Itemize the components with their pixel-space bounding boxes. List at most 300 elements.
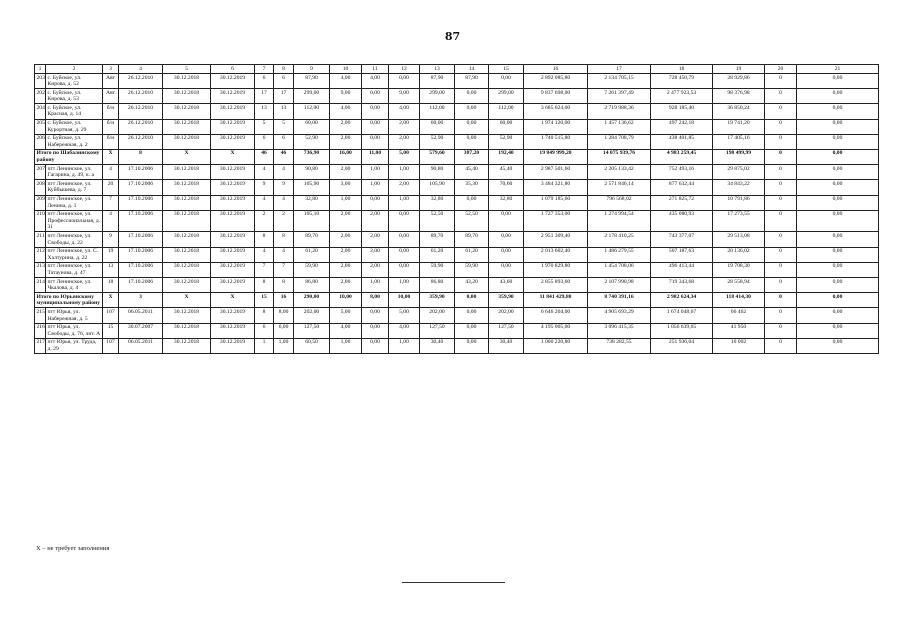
table-cell: 19 708,30 [713, 262, 765, 277]
signature-line [402, 582, 505, 583]
table-cell: 0 [765, 278, 797, 293]
table-cell: 1,00 [362, 165, 389, 180]
table-cell: 8 [274, 278, 294, 293]
table-cell: 0,00 [389, 210, 420, 232]
table-cell: 30.12.2019 [211, 74, 255, 89]
table-cell: 11,00 [362, 149, 389, 164]
table-cell: 1 740 515,80 [524, 134, 588, 149]
table-cell: 30.12.2018 [163, 210, 211, 232]
table-cell: 4,00 [330, 104, 362, 119]
table-cell: 30.12.2019 [211, 323, 255, 338]
table-cell: 87,90 [455, 74, 489, 89]
table-cell: 2 982 624,34 [651, 293, 713, 308]
table-cell: 1 284 708,79 [588, 134, 651, 149]
table-cell: 7 [274, 262, 294, 277]
table-cell: 2 205 133,42 [588, 165, 651, 180]
table-cell: 89,70 [455, 232, 489, 247]
table-cell: 728 450,79 [651, 74, 713, 89]
table-cell: 89,70 [294, 232, 330, 247]
table-cell: 4,00 [362, 74, 389, 89]
table-cell: 202 [35, 89, 46, 104]
table-cell: 738 282,55 [588, 338, 651, 353]
table-cell: 4 195 005,00 [524, 323, 588, 338]
total-row [35, 149, 879, 164]
table-cell: 9 [255, 180, 274, 195]
table-cell: 207 [35, 165, 46, 180]
table-cell: 1,00 [362, 278, 389, 293]
table-cell: 299,00 [489, 89, 524, 104]
table-row [35, 278, 879, 293]
table-cell: 30.12.2018 [163, 89, 211, 104]
table-cell: 0 [765, 210, 797, 232]
table-cell: 0,00 [797, 195, 879, 210]
table-cell: 0,00 [489, 247, 524, 262]
table-cell: 59,90 [455, 262, 489, 277]
column-header: 1 [35, 65, 46, 74]
table-cell: 105,90 [420, 180, 455, 195]
table-cell: 107 [103, 308, 119, 323]
table-cell: 30.12.2018 [163, 338, 211, 353]
table-cell: 8 [119, 149, 163, 164]
table-cell: пгт Ленинское, ул. Профессиональная, д. 31 [46, 210, 103, 232]
table-cell: 202,00 [489, 308, 524, 323]
column-header: 10 [330, 65, 362, 74]
table-cell: 1,00 [389, 195, 420, 210]
table-cell: 9 837 698,00 [524, 89, 588, 104]
table-cell: 30.12.2018 [163, 247, 211, 262]
table-cell: 0,00 [389, 262, 420, 277]
table-cell: 2,00 [389, 134, 420, 149]
table-cell: 497 242,18 [651, 119, 713, 134]
table-cell: 192,40 [489, 149, 524, 164]
table-cell: 30.12.2018 [163, 278, 211, 293]
table-cell: пгт Ленинское, ул. Свободы, д. 22 [46, 232, 103, 247]
table-cell: 299,00 [420, 89, 455, 104]
column-header: 6 [211, 65, 255, 74]
table-cell: 438 401,85 [651, 134, 713, 149]
table-cell: 0,00 [455, 104, 489, 119]
table-cell: с. Буйское, ул. Курортная, д. 29 [46, 119, 103, 134]
table-cell: 1 000 220,80 [524, 338, 588, 353]
table-cell: 0,00 [797, 89, 879, 104]
table-cell: 0,00 [797, 165, 879, 180]
table-cell: 19 849 999,20 [524, 149, 588, 164]
table-cell: 26.12.2010 [119, 89, 163, 104]
table-cell: 30,40 [420, 338, 455, 353]
table-cell: 4 905 693,29 [588, 308, 651, 323]
table-cell: 496 413,44 [651, 262, 713, 277]
table-cell: 16 [274, 293, 294, 308]
table-cell: 212 [35, 247, 46, 262]
table-cell: 98 376,98 [713, 89, 765, 104]
table-cell: 1 974 120,00 [524, 119, 588, 134]
table-cell: 41 950 [713, 323, 765, 338]
table-cell: 26.12.2010 [119, 104, 163, 119]
table-cell: 0,00 [797, 119, 879, 134]
table-cell: 0 [765, 149, 797, 164]
table-cell: 1,00 [330, 195, 362, 210]
table-cell: 30.12.2018 [163, 232, 211, 247]
table-cell: 90,80 [294, 165, 330, 180]
table-cell: 30.12.2018 [163, 308, 211, 323]
table-cell: 29 875,02 [713, 165, 765, 180]
table-cell: 17.10.2006 [119, 195, 163, 210]
table-cell: 4 [103, 165, 119, 180]
table-cell: 17 [255, 89, 274, 104]
table-cell: 796 568,02 [588, 195, 651, 210]
table-cell: 4 [274, 165, 294, 180]
table-cell: 112,00 [294, 104, 330, 119]
table-cell: 359,90 [489, 293, 524, 308]
table-cell: 4 [103, 210, 119, 232]
table-cell: 3 [119, 293, 163, 308]
table-cell: 0,00 [489, 232, 524, 247]
table-cell: 0 [765, 338, 797, 353]
table-cell: 0,00 [797, 293, 879, 308]
table-cell: 0,00 [455, 134, 489, 149]
table-cell: 61,20 [294, 247, 330, 262]
table-cell: 112,00 [420, 104, 455, 119]
table-cell: 19 [103, 247, 119, 262]
table-cell: 9 [103, 232, 119, 247]
table-cell: 30.12.2019 [211, 232, 255, 247]
table-cell: 0 [765, 262, 797, 277]
column-header: 7 [255, 65, 274, 74]
table-cell: 5,00 [330, 308, 362, 323]
table-cell: 4,00 [389, 104, 420, 119]
table-cell: 1,00 [274, 338, 294, 353]
table-cell: 30.12.2018 [163, 165, 211, 180]
table-cell: 1 079 185,60 [524, 195, 588, 210]
table-cell: 8 [255, 308, 274, 323]
table-cell: с. Буйское, ул. Кирова, д. 52 [46, 74, 103, 89]
table-cell: 17.10.2006 [119, 180, 163, 195]
table-cell: 70,60 [489, 180, 524, 195]
table-cell: б/н [103, 104, 119, 119]
table-cell: 17.10.2006 [119, 247, 163, 262]
table-cell: 17 [274, 89, 294, 104]
table-cell: 30.12.2018 [163, 323, 211, 338]
table-cell: 202,00 [294, 308, 330, 323]
table-cell: 30.07.2007 [119, 323, 163, 338]
table-cell: 1,00 [330, 338, 362, 353]
table-cell: 0 [765, 119, 797, 134]
table-cell: 203 [35, 74, 46, 89]
table-cell: 105,10 [294, 210, 330, 232]
table-cell: 17.10.2006 [119, 210, 163, 232]
table-cell: 2,00 [330, 165, 362, 180]
table-cell: 202,00 [420, 308, 455, 323]
table-cell: 4,00 [330, 74, 362, 89]
table-cell: 4 [255, 165, 274, 180]
table-cell: 2,00 [330, 134, 362, 149]
table-cell: 5,00 [389, 149, 420, 164]
table-cell: 30.12.2019 [211, 104, 255, 119]
table-cell: 34 843,22 [713, 180, 765, 195]
table-cell: X [103, 293, 119, 308]
table-cell: 15 [255, 293, 274, 308]
table-cell: 4,00 [330, 323, 362, 338]
table-cell: 5 [274, 119, 294, 134]
table-cell: 205 [35, 119, 46, 134]
table-cell: 35,30 [455, 180, 489, 195]
table-cell: 0,00 [797, 262, 879, 277]
page-number: 87 [444, 30, 461, 43]
table-cell: 6 [274, 134, 294, 149]
table-cell: Авт [103, 74, 119, 89]
table-cell: 0,00 [455, 323, 489, 338]
table-cell: 26.12.2010 [119, 74, 163, 89]
table-cell: 86,80 [420, 278, 455, 293]
table-cell: 1 [255, 338, 274, 353]
table-cell: 9,00 [389, 89, 420, 104]
table-cell: 3 484 321,80 [524, 180, 588, 195]
table-cell: 43,60 [489, 278, 524, 293]
table-cell: 0 [765, 293, 797, 308]
table-cell: 2 013 602,40 [524, 247, 588, 262]
table-cell: 0 [765, 74, 797, 89]
table-cell: 0,00 [797, 278, 879, 293]
table-cell: 18 [103, 278, 119, 293]
table-cell: 8 [274, 232, 294, 247]
table-cell: 127,50 [294, 323, 330, 338]
table-cell: 2,00 [362, 262, 389, 277]
table-cell: 86,80 [294, 278, 330, 293]
table-row [35, 323, 879, 338]
table-cell: 299,00 [294, 89, 330, 104]
table-cell: 290,00 [294, 293, 330, 308]
table-cell: Авт [103, 89, 119, 104]
table-cell: 2 [274, 210, 294, 232]
table-cell: 2,00 [330, 247, 362, 262]
table-cell: 2,00 [389, 180, 420, 195]
table-cell: 30.12.2018 [163, 74, 211, 89]
table-cell: 2 719 988,36 [588, 104, 651, 119]
table-cell: 2 107 990,98 [588, 278, 651, 293]
table-cell: 52,50 [420, 210, 455, 232]
table-cell: 17.10.2006 [119, 262, 163, 277]
table-cell: 30.12.2018 [163, 104, 211, 119]
table-cell: 579,60 [420, 149, 455, 164]
table-cell: 8 740 391,16 [588, 293, 651, 308]
table-cell: пгт Ленинское, ул. Гагарина, д. 49, к. а [46, 165, 103, 180]
table-cell: 26.12.2010 [119, 134, 163, 149]
table-cell: пгт Ленинское, ул. С. Халтурина, д. 22 [46, 247, 103, 262]
table-cell: 215 [35, 308, 46, 323]
table-cell: 52,90 [420, 134, 455, 149]
table-cell: 4 [274, 247, 294, 262]
table-cell: 0,00 [797, 104, 879, 119]
table-cell: 89,70 [420, 232, 455, 247]
table-cell: 2 855 893,60 [524, 278, 588, 293]
table-cell: 20 [103, 180, 119, 195]
table-cell: 0,00 [455, 308, 489, 323]
table-cell: с. Буйское, ул. Набережная, д. 2 [46, 134, 103, 149]
column-header: 19 [713, 65, 765, 74]
table-cell: 0,00 [489, 210, 524, 232]
table-cell: 14 075 939,76 [588, 149, 651, 164]
table-cell: 32,80 [294, 195, 330, 210]
column-header: 12 [389, 65, 420, 74]
column-header: 20 [765, 65, 797, 74]
table-cell: 0,00 [489, 74, 524, 89]
table-cell: 4 [255, 247, 274, 262]
table-cell: 59,90 [294, 262, 330, 277]
table-cell: 30.12.2019 [211, 180, 255, 195]
table-row [35, 89, 879, 104]
table-cell: 2 [255, 210, 274, 232]
table-cell: 52,90 [489, 134, 524, 149]
table-row [35, 247, 879, 262]
table-cell: 66 462 [713, 308, 765, 323]
table-cell: 1,00 [389, 165, 420, 180]
table-cell: 17 273,55 [713, 210, 765, 232]
table-row [35, 119, 879, 134]
table-cell: 2,00 [362, 247, 389, 262]
table-cell: 30.12.2018 [163, 262, 211, 277]
table-cell: 30.12.2019 [211, 308, 255, 323]
table-cell: X [163, 293, 211, 308]
table-cell: 46 [274, 149, 294, 164]
table-cell: 1 486 279,55 [588, 247, 651, 262]
table-cell: 217 [35, 338, 46, 353]
table-cell: 30.12.2019 [211, 247, 255, 262]
table-cell: X [211, 149, 255, 164]
table-cell: 4 [255, 195, 274, 210]
table-cell: 0,00 [797, 232, 879, 247]
table-cell: X [163, 149, 211, 164]
column-header: 21 [797, 65, 879, 74]
table-cell: 0 [765, 134, 797, 149]
table-cell: 928 185,40 [651, 104, 713, 119]
table-cell: 3 685 024,00 [524, 104, 588, 119]
table-cell: 11 841 429,80 [524, 293, 588, 308]
table-cell: 216 [35, 323, 46, 338]
table-cell: 3,00 [330, 180, 362, 195]
table-cell: 61,20 [455, 247, 489, 262]
table-cell: 204 [35, 104, 46, 119]
table-cell: 9 [274, 180, 294, 195]
column-header: 4 [119, 65, 163, 74]
table-cell: 15 [103, 323, 119, 338]
table-cell: 435 080,93 [651, 210, 713, 232]
table-cell: 2 951 309,40 [524, 232, 588, 247]
table-cell: 45,40 [455, 165, 489, 180]
table-cell: 4,00 [389, 323, 420, 338]
table-cell: 5 [255, 119, 274, 134]
table-cell: 60,50 [294, 338, 330, 353]
table-row [35, 262, 879, 277]
table-cell: 0,00 [362, 338, 389, 353]
table-cell: 198 499,99 [713, 149, 765, 164]
table-cell: 06.05.2011 [119, 308, 163, 323]
table-cell: 0,00 [362, 308, 389, 323]
table-cell: 20 136,02 [713, 247, 765, 262]
table-cell: б/н [103, 119, 119, 134]
table-cell: 06.05.2011 [119, 338, 163, 353]
table-cell: 30.12.2019 [211, 165, 255, 180]
table-cell: 30.12.2019 [211, 338, 255, 353]
column-header: 17 [588, 65, 651, 74]
table-cell: 7 [103, 195, 119, 210]
table-row [35, 134, 879, 149]
table-cell: 127,50 [489, 323, 524, 338]
table-row [35, 104, 879, 119]
table-cell: 2,00 [362, 232, 389, 247]
table-cell: 30.12.2019 [211, 89, 255, 104]
column-header: 2 [46, 65, 103, 74]
column-header: 13 [420, 65, 455, 74]
table-cell: 13 [103, 262, 119, 277]
table-cell: 0,00 [362, 104, 389, 119]
table-cell: 752 493,16 [651, 165, 713, 180]
table-cell: 0 [765, 165, 797, 180]
table-cell: пгт Ленинское, ул. Чкалова, д. 4 [46, 278, 103, 293]
table-cell: 507 187,63 [651, 247, 713, 262]
table-cell: 387,20 [455, 149, 489, 164]
table-cell: с. Буйское, ул. Кирова, д. 53 [46, 89, 103, 104]
table-cell: 271 825,72 [651, 195, 713, 210]
table-cell: 0,00 [455, 119, 489, 134]
table-cell: 60,00 [420, 119, 455, 134]
table-cell: 29 513,08 [713, 232, 765, 247]
table-cell: 105,90 [294, 180, 330, 195]
table-cell: 2 892 085,80 [524, 74, 588, 89]
table-cell: 0,00 [797, 180, 879, 195]
table-row [35, 165, 879, 180]
table-cell: 30.12.2019 [211, 134, 255, 149]
table-cell: 1,00 [389, 338, 420, 353]
table-cell: 0,00 [389, 232, 420, 247]
table-cell: 10,00 [389, 293, 420, 308]
column-header: 3 [103, 65, 119, 74]
table-cell: 0,00 [362, 119, 389, 134]
table-cell: Итого по Шабалинскому району [35, 149, 103, 164]
table-cell: 10 002 [713, 338, 765, 353]
table-cell: 251 936,04 [651, 338, 713, 353]
table-cell: 2,00 [362, 210, 389, 232]
table-cell: пгт Ленинское, ул. Ленина, д. 1 [46, 195, 103, 210]
table-cell: 8,00 [362, 293, 389, 308]
table-cell: 60,00 [489, 119, 524, 134]
table-header-row [35, 65, 879, 74]
table-cell: 2,00 [330, 119, 362, 134]
table-cell: 0,00 [797, 247, 879, 262]
table-cell: 28 929,86 [713, 74, 765, 89]
table-cell: 7 [255, 262, 274, 277]
footnote: X – не требует заполнения [36, 545, 110, 552]
table-cell: 30.12.2018 [163, 134, 211, 149]
table-cell: 90,80 [420, 165, 455, 180]
table-cell: 2 134 705,15 [588, 74, 651, 89]
table-cell: 13 [274, 104, 294, 119]
table-cell: 1 274 994,54 [588, 210, 651, 232]
table-cell: 2,00 [330, 278, 362, 293]
table-cell: 1 674 048,67 [651, 308, 713, 323]
table-cell: 10 791,86 [713, 195, 765, 210]
table-cell: 2,00 [330, 262, 362, 277]
table-cell: 16,00 [330, 149, 362, 164]
table-cell: 4 983 259,45 [651, 149, 713, 164]
table-cell: 30.12.2018 [163, 195, 211, 210]
table-row [35, 338, 879, 353]
table-cell: 59,90 [420, 262, 455, 277]
table-row [35, 180, 879, 195]
column-header: 18 [651, 65, 713, 74]
table-cell: 30.12.2019 [211, 195, 255, 210]
table-cell: пгт Ленинское, ул. Татаунова, д. 47 [46, 262, 103, 277]
table-cell: 6,00 [274, 323, 294, 338]
